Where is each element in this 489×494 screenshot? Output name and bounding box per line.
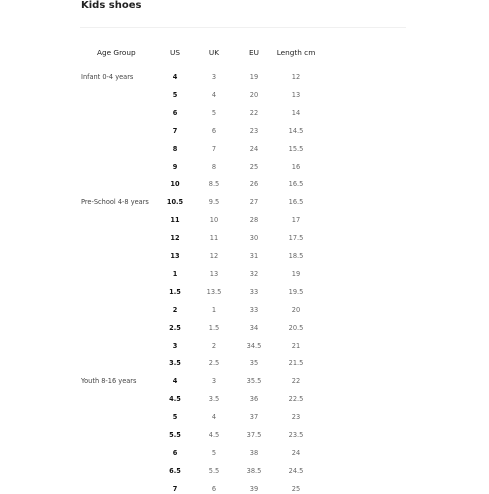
table-row (0, 251, 489, 261)
cell-us: 12 (170, 234, 180, 243)
cell-length: 15.5 (288, 144, 304, 153)
cell-length: 18.5 (288, 252, 304, 260)
cell-eu: 39 (249, 484, 259, 493)
cell-uk: 5 (211, 448, 217, 457)
table-row (0, 197, 489, 207)
cell-uk: 4.5 (208, 431, 220, 439)
cell-uk: 4 (211, 90, 217, 99)
cell-uk: 7 (211, 144, 217, 153)
cell-length: 16.5 (288, 198, 304, 207)
cell-uk: 6 (211, 126, 217, 135)
table-row (0, 144, 489, 154)
title-divider (80, 27, 406, 28)
cell-length: 21.5 (288, 359, 304, 368)
header-eu: EU (249, 48, 259, 57)
cell-us: 10.5 (166, 198, 184, 207)
table-row (0, 126, 489, 136)
cell-length: 20 (291, 305, 301, 314)
cell-eu: 37 (249, 413, 259, 422)
cell-length: 14.5 (288, 126, 304, 135)
cell-us: 5.5 (169, 431, 181, 439)
cell-us: 2 (172, 305, 178, 314)
cell-length: 22 (291, 377, 301, 386)
table-row (0, 162, 489, 172)
table-row (0, 90, 489, 100)
cell-eu: 33 (249, 305, 259, 314)
cell-us: 7 (172, 126, 178, 135)
cell-eu: 36 (249, 395, 259, 404)
cell-length: 17.5 (288, 234, 304, 243)
cell-us: 13 (170, 252, 180, 260)
table-row (0, 233, 489, 243)
cell-length: 12 (291, 73, 301, 81)
cell-length: 14 (291, 108, 301, 117)
cell-uk: 6 (211, 484, 217, 493)
cell-us: 5 (172, 90, 178, 99)
cell-uk: 5 (211, 108, 217, 117)
cell-us: 4 (172, 377, 178, 386)
cell-uk: 1.5 (208, 323, 220, 332)
cell-eu: 35.5 (246, 377, 262, 386)
cell-eu: 31 (249, 252, 259, 260)
cell-us: 11 (170, 216, 180, 225)
table-row (0, 269, 489, 279)
cell-uk: 4 (211, 413, 217, 422)
cell-us: 4.5 (169, 395, 181, 404)
cell-eu: 38.5 (246, 466, 262, 475)
cell-uk: 3.5 (208, 395, 220, 404)
cell-eu: 27 (249, 198, 259, 207)
cell-length: 19 (291, 269, 301, 278)
table-row (0, 179, 489, 189)
cell-uk: 2 (211, 341, 217, 350)
cell-uk: 2.5 (208, 359, 220, 368)
page-title: Kids shoes (81, 0, 142, 11)
cell-eu: 23 (249, 126, 259, 135)
header-length-cm: Length cm (276, 48, 316, 57)
table-row (0, 430, 489, 440)
cell-eu: 34.5 (246, 341, 262, 350)
table-row (0, 323, 489, 333)
table-row (0, 466, 489, 476)
cell-us: 6 (172, 448, 178, 457)
cell-eu: 30 (249, 234, 259, 243)
cell-us: 2.5 (169, 323, 181, 332)
cell-eu: 38 (249, 448, 259, 457)
cell-length: 17 (291, 216, 301, 225)
cell-age-group: Youth 8-16 years (81, 377, 137, 386)
cell-length: 20.5 (288, 323, 304, 332)
table-row (0, 305, 489, 315)
cell-us: 6.5 (169, 466, 181, 475)
table-row (0, 412, 489, 422)
cell-eu: 33 (249, 287, 259, 296)
cell-us: 8 (172, 144, 178, 153)
table-row (0, 376, 489, 386)
cell-eu: 22 (249, 108, 259, 117)
header-us: US (170, 48, 180, 57)
cell-us: 10 (170, 180, 180, 189)
cell-uk: 12 (209, 252, 219, 260)
cell-length: 16 (291, 162, 301, 171)
cell-uk: 13.5 (206, 287, 222, 296)
cell-eu: 19 (249, 73, 259, 81)
cell-eu: 20 (249, 90, 259, 99)
cell-us: 5 (172, 413, 178, 422)
cell-length: 13 (291, 90, 301, 99)
cell-uk: 3 (211, 377, 217, 386)
table-row (0, 108, 489, 118)
cell-eu: 32 (249, 269, 259, 278)
cell-length: 21 (291, 341, 301, 350)
cell-us: 6 (172, 108, 178, 117)
cell-length: 22.5 (288, 395, 304, 404)
cell-uk: 8 (211, 162, 217, 171)
cell-age-group: Infant 0-4 years (81, 73, 134, 81)
cell-us: 3.5 (169, 359, 181, 368)
table-row (0, 215, 489, 225)
cell-age-group: Pre-School 4-8 years (81, 198, 149, 207)
table-row (0, 72, 489, 82)
cell-uk: 13 (209, 269, 219, 278)
cell-length: 19.5 (288, 287, 304, 296)
cell-us: 1 (172, 269, 178, 278)
cell-eu: 25 (249, 162, 259, 171)
cell-us: 1.5 (169, 287, 181, 296)
cell-length: 16.5 (288, 180, 304, 189)
cell-us: 7 (172, 484, 178, 493)
table-row (0, 394, 489, 404)
cell-length: 25 (291, 484, 301, 493)
cell-us: 9 (172, 162, 178, 171)
cell-length: 23.5 (288, 431, 304, 439)
cell-eu: 28 (249, 216, 259, 225)
cell-uk: 5.5 (208, 466, 220, 475)
cell-uk: 3 (211, 73, 217, 81)
cell-eu: 35 (249, 359, 259, 368)
cell-eu: 26 (249, 180, 259, 189)
cell-uk: 1 (211, 305, 217, 314)
header-uk: UK (208, 48, 220, 57)
cell-uk: 11 (209, 234, 219, 243)
cell-eu: 37.5 (246, 431, 262, 439)
cell-us: 4 (172, 73, 178, 81)
cell-uk: 8.5 (208, 180, 220, 189)
table-row (0, 287, 489, 297)
header-age-group: Age Group (97, 48, 136, 57)
cell-uk: 9.5 (208, 198, 220, 207)
cell-length: 23 (291, 413, 301, 422)
cell-length: 24 (291, 448, 301, 457)
cell-eu: 34 (249, 323, 259, 332)
cell-length: 24.5 (288, 466, 304, 475)
cell-us: 3 (172, 341, 178, 350)
table-row (0, 448, 489, 458)
cell-eu: 24 (249, 144, 259, 153)
cell-uk: 10 (209, 216, 219, 225)
table-row (0, 341, 489, 351)
table-row (0, 358, 489, 368)
